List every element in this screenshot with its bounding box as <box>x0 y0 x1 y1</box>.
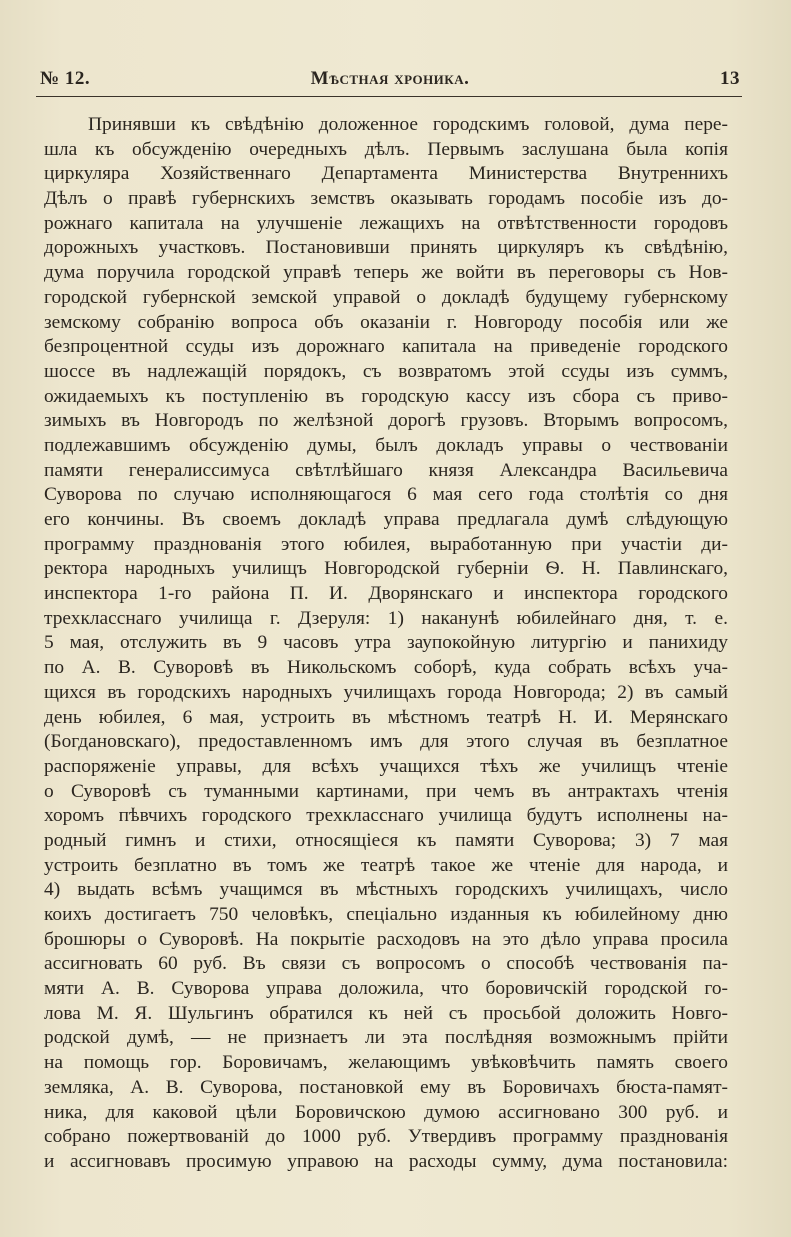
text-line: Суворова по случаю исполняющагося 6 мая сего года столѣтiя со дня <box>44 484 728 506</box>
text-line: родской думѣ, — не признаетъ ли эта послѣдняя возможнымъ прiйти <box>44 1027 728 1049</box>
text-line: день юбилея, 6 мая, устроить въ мѣстномъ театрѣ Н. И. Мерянскаго <box>44 706 728 728</box>
text-line: собрано пожертвованiй до 1000 руб. Утвердивъ программу празднованiя <box>44 1126 728 1148</box>
text-line: циркуляра Хозяйственнаго Департамента Министерства Внутреннихъ <box>44 163 728 185</box>
text-line: ника, для каковой цѣли Боровичскою думою ассигновано 300 руб. и <box>44 1101 728 1123</box>
text-line: по А. В. Суворовѣ въ Никольскомъ соборѣ, куда собрать всѣхъ уча- <box>44 657 728 679</box>
issue-number: № 12. <box>40 68 91 89</box>
text-line: 5 мая, отслужить въ 9 часовъ утра заупокойную литургiю и панихиду <box>44 632 728 654</box>
text-line: брошюры о Суворовѣ. На покрытiе расходовъ на это дѣло управа просила <box>44 928 728 950</box>
text-line: лова М. Я. Шульгинъ обратился къ ней съ просьбой доложить Новго- <box>44 1002 728 1024</box>
text-line: шла къ обсужденiю очередныхъ дѣлъ. Первымъ заслушана была копiя <box>44 138 728 160</box>
text-line: памяти генералиссимуса свѣтлѣйшаго князя Александра Васильевича <box>44 459 728 481</box>
text-line: ожидаемыхъ къ поступленiю въ городскую кассу изъ сбора съ приво- <box>44 385 728 407</box>
text-line: Принявши къ свѣдѣнiю доложенное городскимъ головой, дума пере- <box>88 114 728 135</box>
text-line: распоряженiе управы, для всѣхъ учащихся тѣхъ же училищъ чтенiе <box>44 755 728 777</box>
text-line: о Суворовѣ съ туманными картинами, при чемъ въ антрактахъ чтенiя <box>44 780 728 802</box>
running-header <box>40 68 740 94</box>
text-line: ассигновать 60 руб. Въ связи съ вопросомъ о способѣ чествованiя па- <box>44 953 728 975</box>
text-line: подлежавшимъ обсужденiю думы, былъ докладъ управы о чествованiи <box>44 434 728 456</box>
text-line: земскому собранiю вопроса объ оказанiи г. Новгороду пособiя или же <box>44 311 728 333</box>
text-line: трехкласснаго училища г. Дзеруля: 1) наканунѣ юбилейнаго дня, т. е. <box>44 607 728 629</box>
text-line: и ассигновавъ просимую управою на расходы сумму, дума постановила: <box>44 1150 728 1172</box>
text-line: дорожныхъ участковъ. Постановивши принять циркуляръ къ свѣдѣнiю, <box>44 237 728 259</box>
text-line: дума поручила городской управѣ теперь же войти въ переговоры съ Нов- <box>44 262 728 284</box>
text-line: городской губернской земской управой о докладѣ будущему губернскому <box>44 286 728 308</box>
text-line: безпроцентной ссуды изъ дорожнаго капитала на приведенiе городского <box>44 336 728 358</box>
text-line: ректора народныхъ училищъ Новгородской губернiи Ѳ. Н. Павлинскаго, <box>44 558 728 580</box>
text-line: 4) выдать всѣмъ учащимся въ мѣстныхъ городскихъ училищахъ, число <box>44 879 728 901</box>
text-line: инспектора 1-го района П. И. Дворянскаго и инспектора городского <box>44 583 728 605</box>
text-line: устроить безплатно въ томъ же театрѣ такое же чтенiе для народа, и <box>44 854 728 876</box>
page-number: 13 <box>720 68 740 89</box>
text-line: коихъ достигаетъ 750 человѣкъ, спецiально изданныя къ юбилейному дню <box>44 904 728 925</box>
text-line: щихся въ городскихъ народныхъ училищахъ города Новгорода; 2) въ самый <box>44 681 728 703</box>
text-line: родный гимнъ и стихи, относящiеся къ памяти Суворова; 3) 7 мая <box>44 829 728 851</box>
text-line: на помощь гор. Боровичамъ, желающимъ увѣковѣчить память своего <box>44 1052 728 1074</box>
text-line: земляка, А. В. Суворова, постановкой ему въ Боровичахъ бюста-памят- <box>44 1076 728 1098</box>
text-line: рожнаго капитала на улучшенiе лежащихъ на отвѣтственности городовъ <box>44 212 728 234</box>
text-line: хоромъ пѣвчихъ городского трехкласснаго училища будутъ исполнены на- <box>44 805 728 827</box>
text-line: зимыхъ въ Новгородъ по желѣзной дорогѣ грузовъ. Вторымъ вопросомъ, <box>44 410 728 432</box>
text-line: мяти А. В. Суворова управа доложила, что боровичскiй городской го- <box>44 978 728 1000</box>
text-line: Дѣлъ о правѣ губернскихъ земствъ оказывать городамъ пособiе изъ до- <box>44 188 728 210</box>
text-line: программу празднованiя этого юбилея, выработанную при участiи ди- <box>44 533 728 555</box>
section-title: Мѣстная хроника. <box>310 68 470 89</box>
header-rule <box>36 96 742 97</box>
article-body <box>44 113 728 1175</box>
text-line: его кончины. Въ своемъ докладѣ управа предлагала думѣ слѣдующую <box>44 509 728 530</box>
text-line: шоссе въ надлежащiй порядокъ, съ возвратомъ этой ссуды изъ суммъ, <box>44 360 728 382</box>
text-line: (Богдановскаго), предоставленномъ имъ для этого случая въ безплатное <box>44 731 728 753</box>
